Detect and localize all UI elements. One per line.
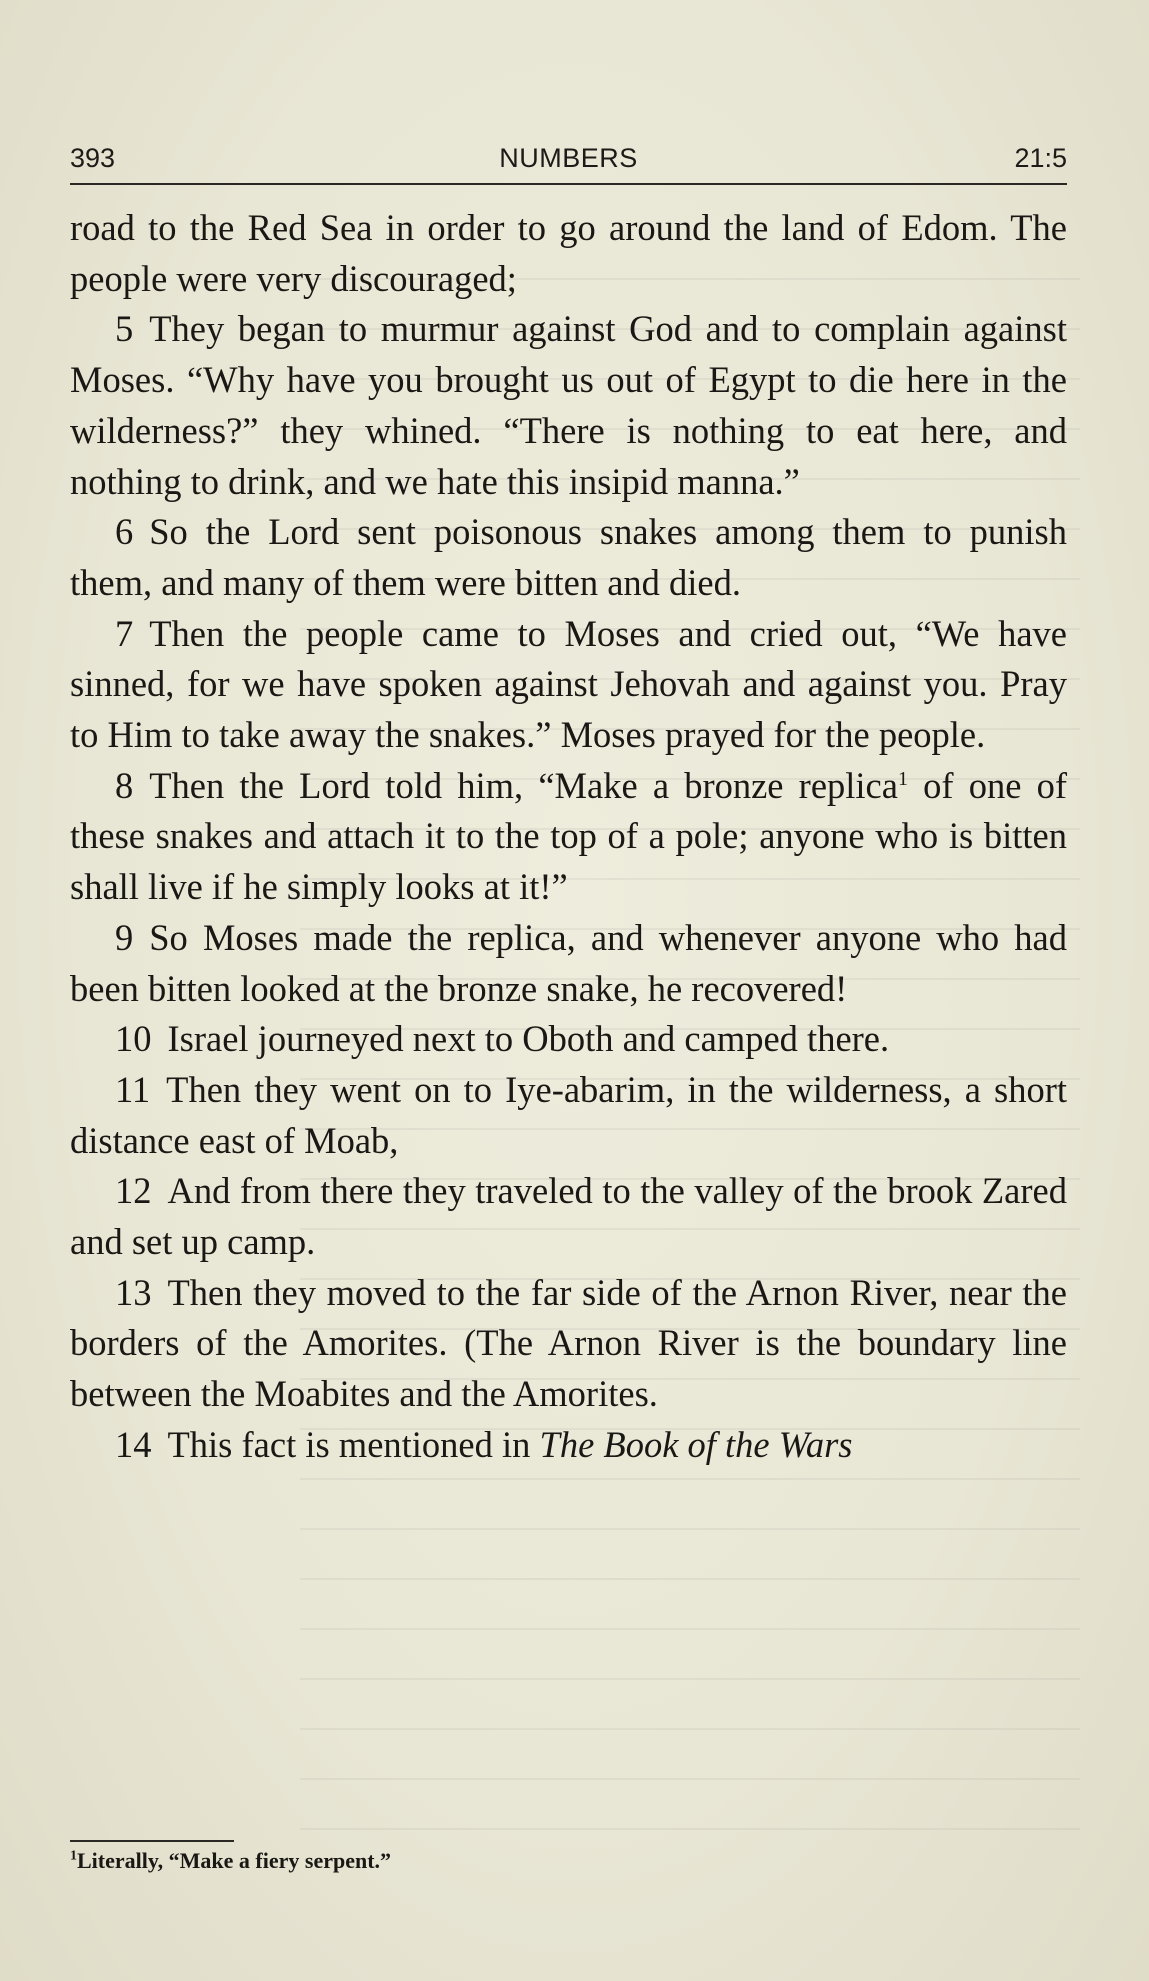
verse-number: 12	[115, 1170, 152, 1212]
verse-text: This fact is mentioned in	[167, 1423, 540, 1465]
verse-text: Then they moved to the far side of the Arnon River, near the borders of the Amorites. (The Arnon River is the boundary line between the Moabites and the Amorites.	[70, 1271, 1067, 1415]
main-text	[70, 203, 1067, 1471]
verse-number: 11	[115, 1068, 151, 1110]
verse-text: So Moses made the replica, and whenever anyone who had been bitten looked at the bronze snake, he recovered!	[70, 916, 1067, 1009]
verse-text: Then they went on to Iye-abarim, in the wilderness, a short distance east of Moab,	[70, 1068, 1067, 1161]
verse-number: 8	[115, 764, 134, 806]
verse-12	[70, 1166, 1067, 1267]
verse-5	[70, 304, 1067, 507]
footnote	[70, 1848, 391, 1874]
verse-text: road to the Red Sea in order to go around the land of Edom. The people were very discouraged;	[70, 207, 1067, 299]
book-title: NUMBERS	[499, 143, 638, 173]
verse-text: Israel journeyed next to Oboth and camped there.	[167, 1018, 890, 1060]
verse-7	[70, 609, 1067, 761]
verse-6	[70, 507, 1067, 608]
verse-number: 14	[115, 1423, 152, 1465]
verse-number: 6	[115, 511, 134, 553]
verse-number: 9	[115, 916, 134, 958]
footnote-text: Literally, “Make a fiery serpent.”	[77, 1848, 392, 1873]
chapter-verse-reference: 21:5	[1014, 143, 1067, 173]
verse-8	[70, 761, 1067, 913]
footnote-marker: 1	[70, 1848, 77, 1864]
book-title-italic: The Book of the Wars	[539, 1423, 853, 1465]
footnote-rule	[70, 1840, 234, 1842]
verse-number: 10	[115, 1018, 152, 1060]
verse-number: 5	[115, 308, 134, 350]
verse-text: Then the people came to Moses and cried out, “We have sinned, for we have spoken against Jehovah and against you. Pray to Him to take away the snakes.” Moses prayed for the people.	[70, 612, 1067, 756]
continued-paragraph	[70, 203, 1067, 304]
page-number: 393	[70, 143, 116, 173]
verse-11	[70, 1065, 1067, 1166]
verse-number: 13	[115, 1271, 152, 1313]
verse-number: 7	[115, 612, 134, 654]
verse-text: They began to murmur against God and to complain against Moses. “Why have you brought us out of Egypt to die here in the wilderness?” they whined. “There is nothing to eat here, and nothing to drink, and we hate this insipid manna.”	[70, 308, 1067, 502]
verse-text: So the Lord sent poisonous snakes among them to punish them, and many of them were bitten and died.	[70, 511, 1067, 603]
verse-10	[70, 1014, 1067, 1065]
verse-text: Then the Lord told him, “Make a bronze replica	[149, 764, 898, 806]
verse-13	[70, 1268, 1067, 1420]
verse-14	[70, 1420, 1067, 1471]
running-header	[70, 143, 1067, 185]
verse-text: of one of these snakes and attach it to the top of a pole; anyone who is bitten shall live if he simply looks at it!”	[70, 764, 1067, 908]
verse-9	[70, 913, 1067, 1014]
verse-text: And from there they traveled to the valley of the brook Zared and set up camp.	[70, 1170, 1067, 1263]
header-rule	[70, 183, 1067, 185]
footnote-reference[interactable]: 1	[897, 767, 908, 790]
